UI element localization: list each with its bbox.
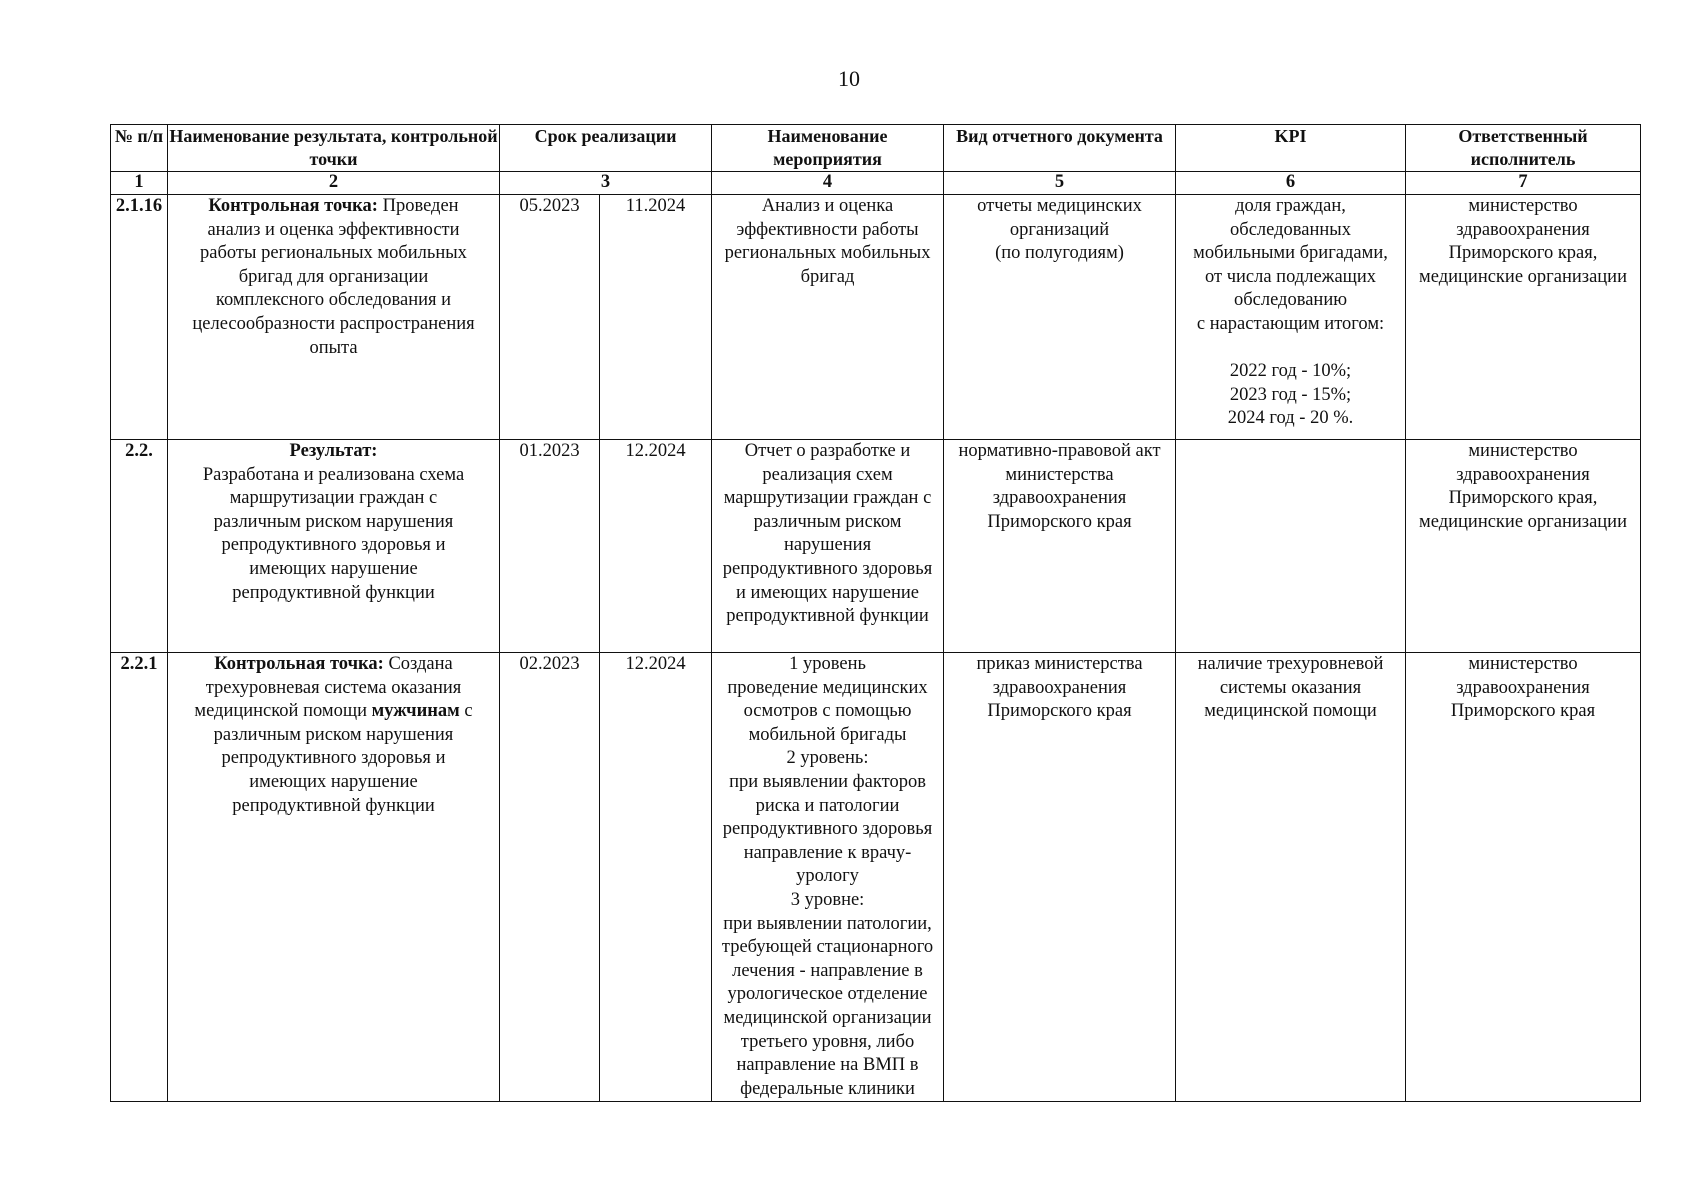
- kpi-value: 2024 год - 20 %.: [1227, 408, 1354, 429]
- table-row: [111, 195, 1641, 440]
- end-date: 12.2024: [600, 653, 712, 1102]
- header-result-name: Наименование результата, контрольной точки: [168, 125, 500, 172]
- column-number-row: [111, 172, 1641, 195]
- table-row: [111, 440, 1641, 653]
- start-date: 01.2023: [500, 440, 600, 653]
- kpi-value: 2022 год - 10%;: [1229, 361, 1352, 382]
- kpi-cell: [1176, 440, 1406, 653]
- row-number: 2.1.16: [111, 195, 168, 440]
- column-number: 4: [712, 172, 944, 195]
- activity-cell: 1 уровень проведение медицинских осмотров с помощью мобильной бригады 2 уровень: при выявлении факторов риска и патологии репродуктивного здоровья направление к врачу- урологу 3 уровне: при выявлении патологии, требующей стационарного лечения - направление в урологическое отделение медицинской организации третьего уровня, либо направление на ВМП в федеральные клиники: [712, 653, 944, 1102]
- header-number: № п/п: [111, 125, 168, 172]
- responsible-cell: министерство здравоохранения Приморского края, медицинские организации: [1406, 440, 1641, 653]
- kpi-cell: доля граждан, обследованных мобильными бригадами, от числа подлежащих обследованию с нарастающим итогом: 2022 год - 10%; 2023 год - 15%; 2024 год - 20 %.: [1176, 195, 1406, 440]
- header-activity: Наименование мероприятия: [712, 125, 944, 172]
- header-row: [111, 125, 1641, 172]
- page-number: 10: [838, 66, 860, 91]
- responsible-cell: министерство здравоохранения Приморского края: [1406, 653, 1641, 1102]
- activity-cell: Анализ и оценка эффективности работы региональных мобильных бригад: [712, 195, 944, 440]
- row-number: 2.2.1: [111, 653, 168, 1102]
- document-cell: нормативно-правовой акт министерства здравоохранения Приморского края: [944, 440, 1176, 653]
- column-number: 5: [944, 172, 1176, 195]
- start-date: 02.2023: [500, 653, 600, 1102]
- label-result: Результат:: [289, 441, 378, 461]
- row-number: 2.2.: [111, 440, 168, 653]
- start-date: 05.2023: [500, 195, 600, 440]
- document-cell: отчеты медицинских организаций (по полугодиям): [944, 195, 1176, 440]
- header-responsible: Ответственный исполнитель: [1406, 125, 1641, 172]
- kpi-cell: наличие трехуровневой системы оказания медицинской помощи: [1176, 653, 1406, 1102]
- table-row: [111, 653, 1641, 1102]
- responsible-cell: министерство здравоохранения Приморского края, медицинские организации: [1406, 195, 1641, 440]
- label-control-point: Контрольная точка:: [214, 654, 384, 674]
- kpi-value: 2023 год - 15%;: [1229, 384, 1352, 405]
- column-number: 7: [1406, 172, 1641, 195]
- result-name-cell: Результат: Разработана и реализована схема маршрутизации граждан с различным риском нарушения репродуктивного здоровья и имеющих нарушение репродуктивной функции: [168, 440, 500, 653]
- end-date: 12.2024: [600, 440, 712, 653]
- column-number: 3: [500, 172, 712, 195]
- column-number: 2: [168, 172, 500, 195]
- result-name-cell: Контрольная точка: Создана трехуровневая система оказания медицинской помощи мужчинам с различным риском нарушения репродуктивного здоровья и имеющих нарушение репродуктивной функции: [168, 653, 500, 1102]
- column-number: 6: [1176, 172, 1406, 195]
- activity-cell: Отчет о разработке и реализация схем маршрутизации граждан с различным риском нарушения репродуктивного здоровья и имеющих нарушение репродуктивной функции: [712, 440, 944, 653]
- end-date: 11.2024: [600, 195, 712, 440]
- emphasis-men: мужчинам: [371, 701, 460, 722]
- header-term: Срок реализации: [500, 125, 712, 172]
- result-name-cell: Контрольная точка: Проведен анализ и оценка эффективности работы региональных мобильных бригад для организации комплексного обследования и целесообразности распространения опыта: [168, 195, 500, 440]
- label-control-point: Контрольная точка:: [208, 196, 378, 216]
- header-kpi: KPI: [1176, 125, 1406, 172]
- column-number: 1: [111, 172, 168, 195]
- document-cell: приказ министерства здравоохранения Приморского края: [944, 653, 1176, 1102]
- plan-table: [110, 124, 1641, 1102]
- header-document: Вид отчетного документа: [944, 125, 1176, 172]
